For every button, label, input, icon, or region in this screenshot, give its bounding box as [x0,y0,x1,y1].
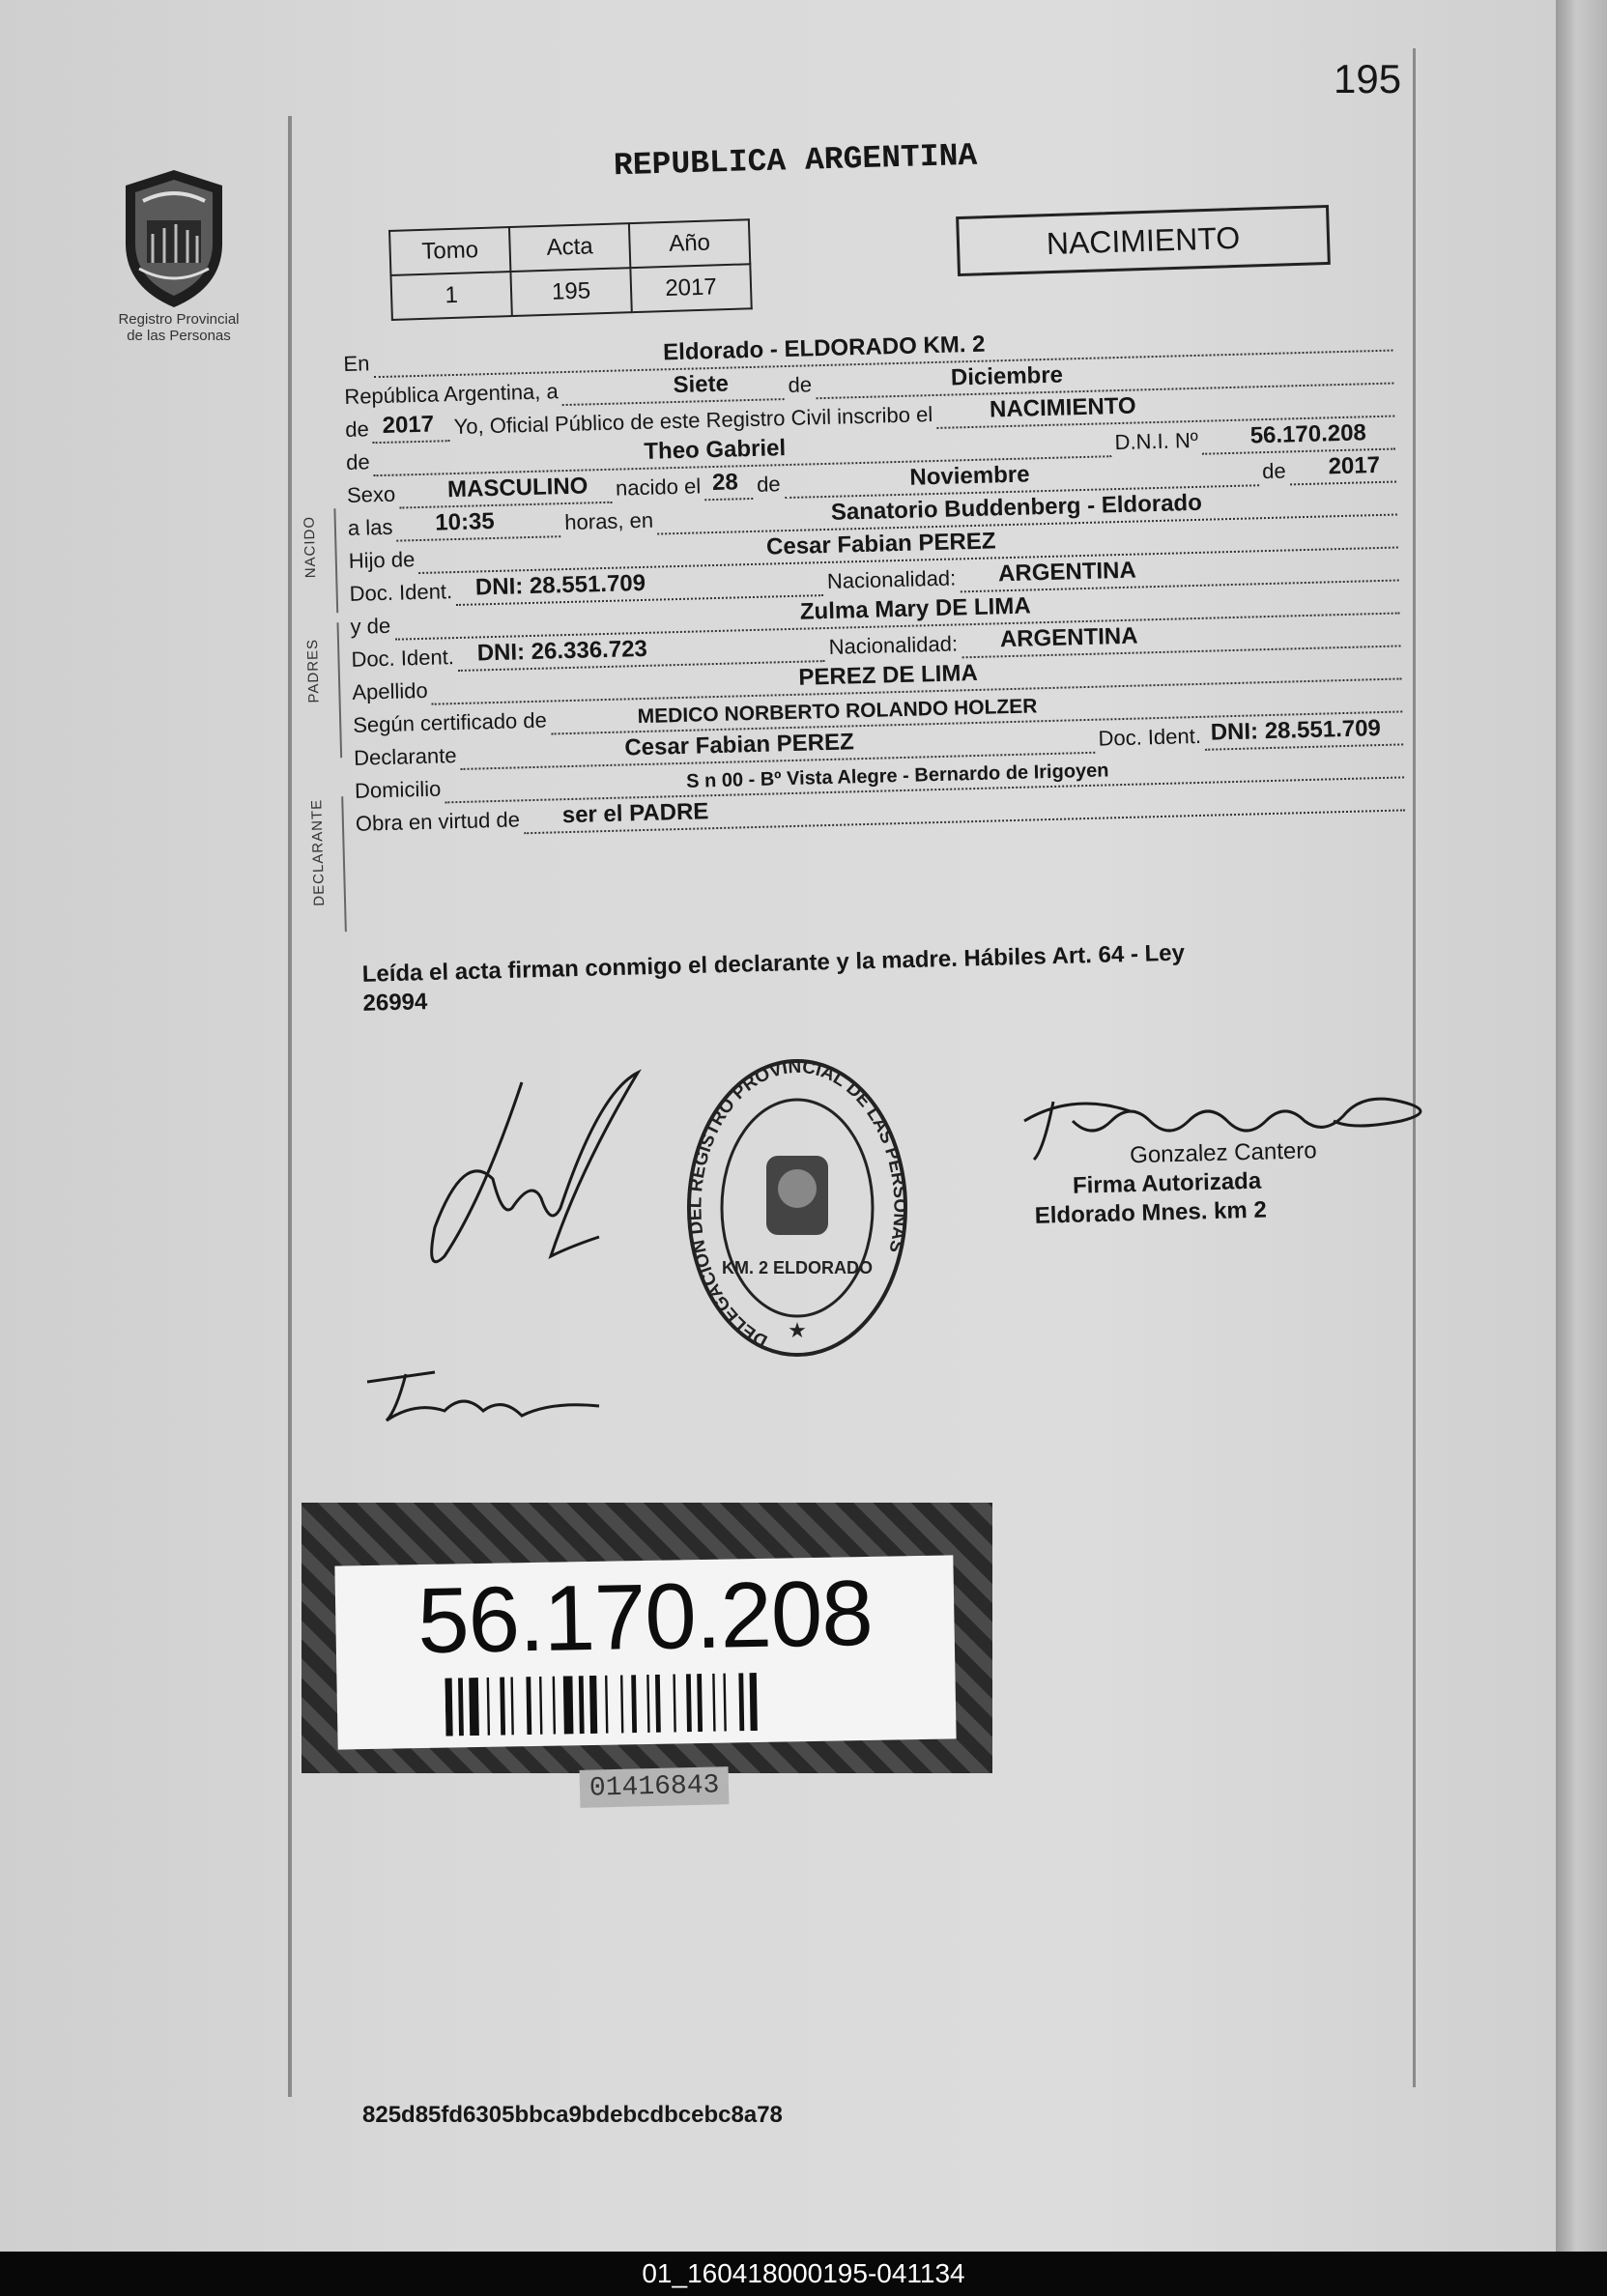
value-declarant: Cesar Fabian PEREZ [624,729,855,761]
act-type-box: NACIMIENTO [956,205,1331,276]
label-a-las: a las [347,514,393,540]
label-doc-ident-3: Doc. Ident. [1098,723,1202,751]
value-mother: Zulma Mary DE LIMA [799,592,1031,625]
value-name: Theo Gabriel [644,435,787,465]
label-nacionalidad: Nacionalidad: [826,565,957,593]
value-capacity: ser el PADRE [561,798,709,829]
officer-role: Firma Autorizada [1072,1167,1262,1199]
footer-filename: 01_160418000195-041134 [0,2252,1607,2296]
id-number-label [301,1503,992,1773]
value-day: Siete [673,370,730,399]
label-de5: de [1261,458,1287,484]
label-certificado: Según certificado de [352,707,548,737]
birth-record-form [301,318,1409,906]
id-number-label-inner [334,1555,956,1749]
label-doc-ident-2: Doc. Ident. [351,645,455,672]
label-domicilio: Domicilio [354,776,442,803]
official-seal-icon [681,1053,913,1363]
svg-text:KM. 2 ELDORADO: KM. 2 ELDORADO [721,1258,874,1277]
svg-text:DELEGACION DEL REGISTRO PROVIN: DELEGACION DEL REGISTRO PROVINCIAL DE LAS PERSONAS [685,1056,910,1351]
barcode-icon [445,1671,851,1736]
value-birth-place: Sanatorio Buddenberg - Eldorado [830,489,1203,526]
value-month: Diciembre [950,361,1064,391]
registry-header-tomo: Tomo [389,227,510,275]
page-edge [1556,0,1607,2252]
label-nacido-el: nacido el [615,474,702,501]
value-birth-time: 10:35 [434,507,496,536]
document-hash: 825d85fd6305bbca9bdebcdbcebc8a78 [362,2102,783,2128]
value-birth-month: Noviembre [909,461,1030,491]
registry-value-acta: 195 [510,268,631,316]
value-birth-year: 2017 [1328,451,1381,480]
form-border-right [1413,48,1416,2087]
logo-caption [92,311,266,344]
value-place: Eldorado - ELDORADO KM. 2 [662,330,986,366]
label-nacionalidad-2: Nacionalidad: [828,631,959,659]
id-number-text: 56.170.208 [416,1561,874,1674]
label-horas: horas, en [564,507,654,535]
label-hijo-de: Hijo de [348,547,416,573]
label-obra: Obra en virtud de [355,807,521,836]
mother-signature [358,1363,618,1440]
label-de: de [788,372,813,397]
value-year: 2017 [382,411,435,439]
form-border-left [288,116,292,2097]
folio-number: 195 [1334,56,1402,101]
svg-text:★: ★ [788,1318,807,1342]
registry-value-ano: 2017 [630,264,751,312]
value-sex: MASCULINO [446,473,588,503]
label-en: En [343,351,370,376]
section-label-padres: PADRES [303,638,323,703]
closing-line1: Leída el acta firman conmigo el declarante y la madre. Hábiles Art. 64 - Ley [361,939,1186,988]
value-certificate: MEDICO NORBERTO ROLANDO HOLZER [637,695,1038,729]
logo-caption-line1: Registro Provincial [118,311,240,328]
label-de2: de [344,416,370,442]
label-y-de: y de [350,613,391,639]
value-father-doc: DNI: 28.551.709 [474,569,646,601]
value-father: Cesar Fabian PEREZ [765,528,996,560]
value-event: NACIMIENTO [989,392,1136,423]
label-declarante: Declarante [353,743,457,770]
value-surname: PEREZ DE LIMA [798,659,979,691]
registry-header-acta: Acta [509,223,630,272]
value-birth-day: 28 [711,469,739,497]
label-dni: D.N.I. Nº [1114,427,1199,455]
officer-block [1033,1136,1319,1231]
value-dni: 56.170.208 [1249,419,1367,449]
officer-location: Eldorado Mnes. km 2 [1034,1196,1268,1229]
value-mother-nationality: ARGENTINA [999,622,1138,653]
label-de4: de [756,472,781,497]
registry-value-tomo: 1 [390,272,511,320]
registry-header-ano: Año [629,219,750,268]
logo-caption-line2: de las Personas [127,328,231,344]
registry-table [388,218,753,321]
closing-line2: 26994 [362,989,428,1017]
label-apellido: Apellido [352,677,428,704]
officer-name: Gonzalez Cantero [1129,1137,1317,1169]
label-sexo: Sexo [346,481,396,507]
value-mother-doc: DNI: 26.336.723 [476,635,648,667]
label-de3: de [345,449,370,474]
label-republica: República Argentina, a [344,379,560,409]
section-label-nacido: NACIDO [301,515,320,579]
declarant-signature [406,1063,647,1276]
label-officer-text: Yo, Oficial Público de este Registro Civil inscribo el [453,402,933,440]
value-declarant-doc: DNI: 28.551.709 [1210,715,1382,746]
country-heading: REPUBLICA ARGENTINA [613,137,978,185]
value-father-nationality: ARGENTINA [997,557,1137,588]
section-label-declarante: DECLARANTE [308,798,329,906]
label-doc-ident: Doc. Ident. [349,579,453,606]
serial-number: 01416843 [580,1766,730,1808]
provincial-emblem-icon [114,166,235,311]
value-address: S n 00 - Bº Vista Alegre - Bernardo de Irigoyen [685,760,1109,792]
